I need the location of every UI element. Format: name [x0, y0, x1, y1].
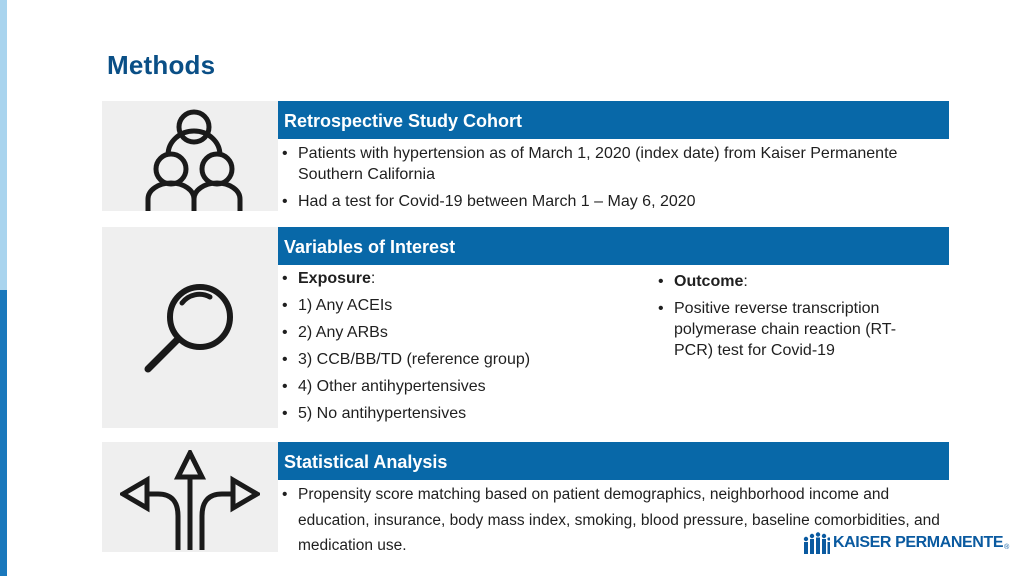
people-group-icon	[144, 107, 244, 211]
logo-registered-mark: ®	[1004, 544, 1010, 551]
list-item: • 5) No antihypertensives	[280, 403, 640, 424]
kaiser-permanente-logo	[802, 531, 1009, 555]
list-item: • 3) CCB/BB/TD (reference group)	[280, 349, 640, 370]
list-item: • Had a test for Covid-19 between March 1 – May 6, 2020	[280, 191, 900, 212]
list-item: • Propensity score matching based on patient demographics, neighborhood income and education, insurance, body mass index, smoking, blood pressure, baseline comorbidities, and medication use.	[280, 482, 945, 559]
accent-bar-dark	[0, 290, 7, 576]
cohort-icon-panel	[102, 101, 278, 211]
analysis-icon-panel	[102, 442, 278, 552]
exposure-heading: • Exposure:	[280, 268, 640, 289]
magnifier-icon	[140, 279, 240, 379]
diverging-arrows-icon	[120, 450, 260, 550]
outcome-heading: • Outcome:	[656, 271, 926, 292]
accent-bar-light	[0, 0, 7, 290]
outcome-list	[656, 271, 926, 361]
variables-header: Variables of Interest	[278, 227, 949, 265]
cohort-bullet-list	[280, 143, 900, 212]
logo-text: KAISER PERMANENTE	[833, 534, 1004, 551]
list-item: • 1) Any ACEIs	[280, 295, 640, 316]
variables-icon-panel	[102, 227, 278, 428]
list-item: • Patients with hypertension as of March 1, 2020 (index date) from Kaiser Permanente Southern California	[280, 143, 900, 185]
page-title: Methods	[107, 50, 216, 80]
cohort-header: Retrospective Study Cohort	[278, 101, 949, 139]
kaiser-people-logo-icon	[802, 532, 830, 554]
list-item: • Positive reverse transcription polymerase chain reaction (RT-PCR) test for Covid-19	[656, 298, 926, 361]
list-item: • 4) Other antihypertensives	[280, 376, 640, 397]
list-item: • 2) Any ARBs	[280, 322, 640, 343]
analysis-header: Statistical Analysis	[278, 442, 949, 480]
exposure-list	[280, 268, 640, 424]
